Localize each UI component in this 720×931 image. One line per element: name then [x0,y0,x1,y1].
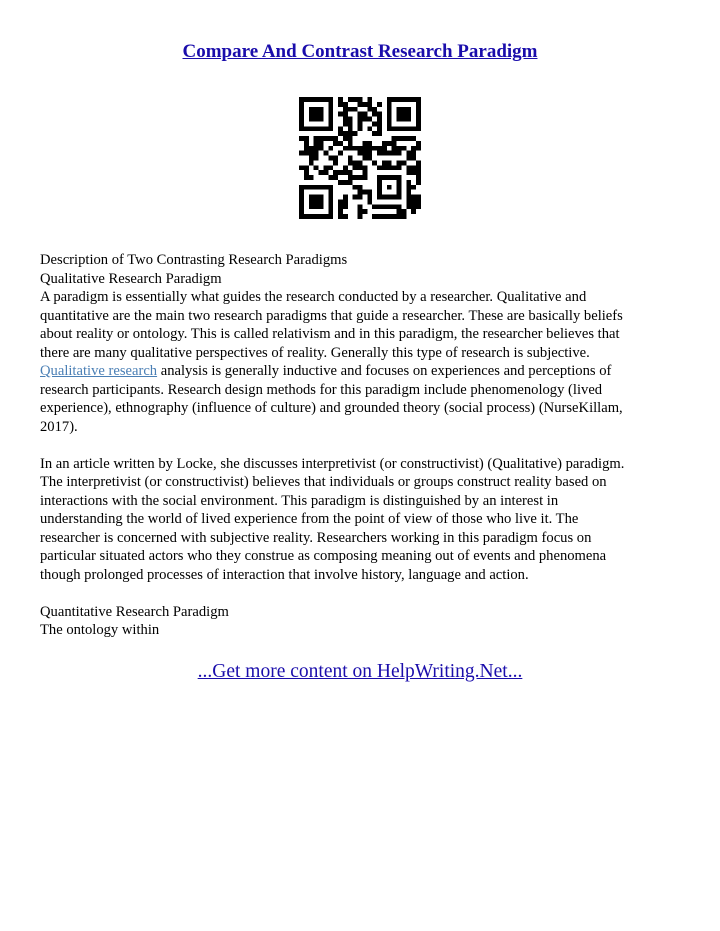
qualitative-research-link[interactable]: Qualitative research [40,363,158,379]
paragraph-1-line-with-link [40,362,685,381]
paragraph-1-line: there are many qualitative perspectives of reality. Generally this type of research is subjective. [40,344,590,361]
paragraph-2-line: understanding the world of lived experience from the point of view of those who live it. The [40,511,579,527]
section-heading: Description of Two Contrasting Research Paradigms [40,252,348,268]
paragraph-spacer [40,584,685,603]
subsection-heading-qualitative: Qualitative Research Paradigm [40,270,222,287]
paragraph-2-line: though prolonged processes of interaction that involve history, language and action. [40,566,529,583]
paragraph-2-line: particular situated actors who they construe as composing meaning out of events and phenomena [40,548,607,564]
paragraph-1-line: experience), ethnography (influence of culture) and grounded theory (social process) (NurseKillam, [40,400,623,416]
paragraph-1-line: quantitative are the main two research paradigms that guide a researcher. These are basically beliefs [40,307,623,324]
qr-code-icon [299,97,421,219]
paragraph-2-line: In an article written by Locke, she discusses interpretivist (or constructivist) (Qualitative) paradigm. [40,455,625,472]
document-title-link[interactable]: Compare And Contrast Research Paradigm [182,41,538,62]
paragraph-1-line-rest: analysis is generally inductive and focuses on experiences and perceptions of [157,363,612,379]
get-more-content-link[interactable]: ...Get more content on HelpWriting.Net... [197,661,523,682]
paragraph-1-line: research participants. Research design methods for this paradigm include phenomenology (lived [40,381,603,398]
subsection-heading-quantitative: Quantitative Research Paradigm [40,603,229,620]
document-body [40,251,685,640]
paragraph-1-line: about reality or ontology. This is called relativism and in this paradigm, the researcher believes that [40,326,620,342]
paragraph-2-line: interactions with the social environment. This paradigm is distinguished by an interest in [40,492,559,509]
paragraph-2-line: researcher is concerned with subjective reality. Researchers working in this paradigm focus on [40,529,592,546]
paragraph-spacer [40,436,685,455]
paragraph-2-line: The interpretivist (or constructivist) believes that individuals or groups construct reality based on [40,474,607,490]
paragraph-1-line: 2017). [40,418,78,435]
paragraph-1-line: A paradigm is essentially what guides the research conducted by a researcher. Qualitative and [40,289,587,305]
teaser-text: The ontology within [40,622,160,638]
